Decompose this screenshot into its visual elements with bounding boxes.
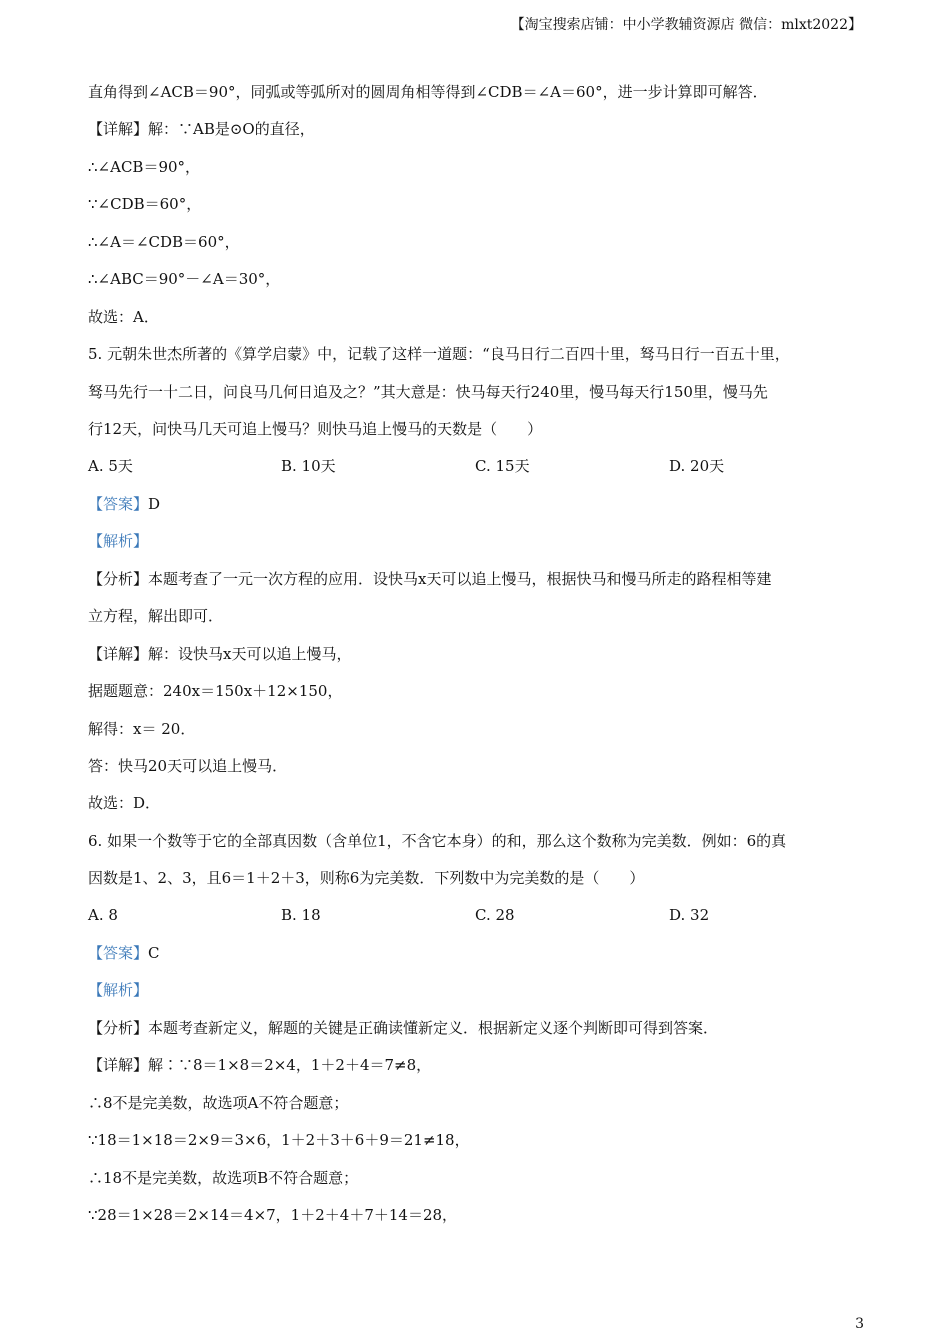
answer-tag: 【答案】 — [88, 944, 149, 962]
text-line: 据题题意：240x＝150x＋12×150， — [88, 682, 343, 700]
text-line: ∵∠CDB＝60°， — [88, 195, 202, 213]
option-a: A. 8 — [88, 906, 118, 924]
option-b: B. 18 — [281, 906, 321, 924]
answer-tag: 【答案】 — [88, 495, 149, 513]
text-line: 故选：A． — [88, 308, 159, 326]
analysis-tag: 【解析】 — [88, 981, 149, 999]
analysis-tag: 【解析】 — [88, 532, 149, 550]
question-5-line: 驽马先行一十二日，问良马几何日追及之？”其大意是：快马每天行240里，慢马每天行150里，慢马先 — [88, 383, 768, 401]
text-line: ∴∠ACB＝90°， — [88, 158, 201, 176]
answer-line — [88, 941, 160, 965]
option-a: A. 5天 — [88, 457, 133, 475]
question-5-line: 行12天，问快马几天可追上慢马？则快马追上慢马的天数是（ ） — [88, 420, 543, 438]
text-line: 答：快马20天可以追上慢马． — [88, 757, 288, 775]
text-line: 直角得到∠ACB＝90°，同弧或等弧所对的圆周角相等得到∠CDB＝∠A＝60°，进一步计算即可解答． — [88, 83, 768, 101]
text-line: ∴8不是完美数，故选项A不符合题意； — [88, 1094, 349, 1112]
text-line: 【分析】本题考查新定义，解题的关键是正确读懂新定义．根据新定义逐个判断即可得到答案． — [88, 1019, 719, 1037]
answer-line — [88, 492, 160, 516]
option-b: B. 10天 — [281, 457, 336, 475]
text-line: ∴∠ABC＝90°－∠A＝30°， — [88, 270, 281, 288]
page-number: 3 — [855, 1316, 864, 1332]
text-line: 解得：x＝ 20． — [88, 720, 196, 738]
page-header: 【淘宝搜索店铺：中小学教辅资源店 微信：mlxt2022】 — [510, 17, 862, 33]
text-line: 【详解】解∶∵8＝1×8＝2×4，1＋2＋4＝7≠8， — [88, 1056, 432, 1074]
text-line: ∴18不是完美数，故选项B不符合题意； — [88, 1169, 359, 1187]
text-line: 【详解】解：∵AB是⊙O的直径， — [88, 120, 315, 138]
question-5-line: 5. 元朝朱世杰所著的《算学启蒙》中，记载了这样一道题：“良马日行二百四十里，驽马日行一百五十里， — [88, 345, 790, 363]
option-c: C. 15天 — [475, 457, 530, 475]
text-line: 立方程，解出即可． — [88, 607, 224, 625]
option-c: C. 28 — [475, 906, 515, 924]
option-d: D. 20天 — [669, 457, 725, 475]
text-line: ∴∠A＝∠CDB＝60°， — [88, 233, 240, 251]
option-d: D. 32 — [669, 906, 710, 924]
question-6-line: 6. 如果一个数等于它的全部真因数（含单位1，不含它本身）的和，那么这个数称为完美数．例如：6的真 — [88, 832, 787, 850]
text-line: ∵28＝1×28＝2×14＝4×7，1＋2＋4＋7＋14＝28， — [88, 1206, 458, 1224]
answer-value: D — [148, 495, 161, 513]
text-line: 【分析】本题考查了一元一次方程的应用．设快马x天可以追上慢马，根据快马和慢马所走的路程相等建 — [88, 570, 772, 588]
text-line: 【详解】解：设快马x天可以追上慢马， — [88, 645, 352, 663]
question-6-line: 因数是1、2、3，且6＝1＋2＋3，则称6为完美数．下列数中为完美数的是（ ） — [88, 869, 645, 887]
answer-value: C — [148, 944, 160, 962]
text-line: ∵18＝1×18＝2×9＝3×6，1＋2＋3＋6＋9＝21≠18， — [88, 1131, 470, 1149]
text-line: 故选：D． — [88, 794, 161, 812]
